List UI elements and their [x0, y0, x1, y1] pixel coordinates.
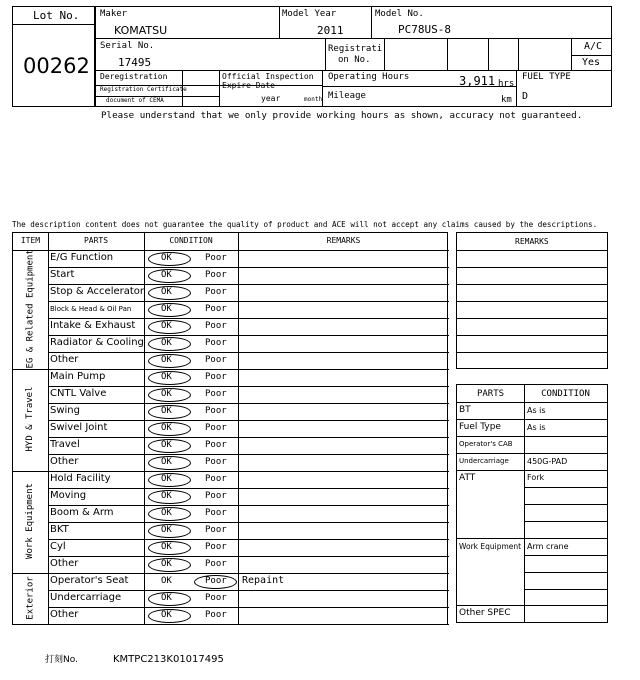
ok-selected-oval: [148, 371, 191, 385]
part-label: Swing: [50, 405, 80, 416]
condition-poor: Poor: [205, 304, 227, 314]
ok-selected-oval: [148, 524, 191, 538]
accuracy-notice: Please understand that we only provide working hours as shown, accuracy not guaranteed.: [101, 110, 583, 121]
part-label: Boom & Arm: [50, 507, 114, 518]
condition-poor: Poor: [205, 355, 227, 365]
condition-poor: Poor: [205, 440, 227, 450]
condition-poor: Poor: [205, 389, 227, 399]
disclaimer: The description content does not guarantee the quality of product and ACE will not accept any claims caused by the descriptions.: [12, 220, 598, 229]
parts-row-condition: Fork: [527, 473, 545, 482]
condition-poor: Poor: [205, 321, 227, 331]
condition-ok: OK: [161, 525, 172, 535]
condition-poor: Poor: [205, 338, 227, 348]
condition-ok: OK: [161, 508, 172, 518]
condition-ok: OK: [161, 355, 172, 365]
ok-selected-oval: [148, 303, 191, 317]
operating-hours-label: Operating Hours: [328, 72, 410, 82]
parts-row-label: BT: [459, 405, 471, 415]
part-label: E/G Function: [50, 252, 114, 263]
condition-poor: Poor: [205, 491, 227, 501]
part-label: Other: [50, 354, 79, 365]
part-label: Other: [50, 456, 79, 467]
condition-ok: OK: [161, 610, 172, 620]
condition-poor: Poor: [205, 542, 227, 552]
part-label: Other: [50, 609, 79, 620]
part-label: Start: [50, 269, 75, 280]
condition-ok: OK: [161, 423, 172, 433]
ok-selected-oval: [148, 337, 191, 351]
remarks-box-header: REMARKS: [515, 237, 549, 246]
lot-number: 00262: [23, 54, 90, 78]
ok-selected-oval: [148, 609, 191, 623]
part-label: CNTL Valve: [50, 388, 107, 399]
part-label: Stop & Accelerator: [50, 286, 145, 297]
lot-label: Lot No.: [33, 9, 80, 22]
condition-ok: OK: [161, 321, 172, 331]
model-no-label: Model No.: [375, 9, 424, 19]
ok-selected-oval: [148, 558, 191, 572]
ok-selected-oval: [148, 252, 191, 266]
condition-poor: Poor: [205, 559, 227, 569]
serial-value: 17495: [118, 56, 152, 69]
ac-value: Yes: [582, 57, 601, 68]
inspection-label-1: Official Inspection: [222, 72, 314, 81]
parts-header: PARTS: [476, 389, 505, 399]
maker-value: KOMATSU: [114, 24, 168, 37]
year-label: year: [261, 94, 281, 103]
part-label: Undercarriage: [50, 592, 122, 603]
ok-selected-oval: [148, 456, 191, 470]
inspection-label-2: Expire Date: [222, 81, 275, 90]
condition-ok: OK: [161, 474, 172, 484]
condition-ok: OK: [161, 406, 172, 416]
fuel-type-label: FUEL TYPE: [522, 72, 571, 82]
ok-selected-oval: [148, 507, 191, 521]
ok-selected-oval: [148, 388, 191, 402]
ac-label: A/C: [584, 41, 603, 52]
condition-poor: Poor: [205, 406, 227, 416]
model-year-label: Model Year: [282, 9, 337, 19]
fuel-type-value: D: [522, 91, 529, 102]
condition-ok: OK: [161, 338, 172, 348]
condition-poor: Poor: [205, 457, 227, 467]
part-label: Intake & Exhaust: [50, 320, 136, 331]
condition-poor: Poor: [205, 593, 227, 603]
ok-selected-oval: [148, 490, 191, 504]
condition-ok: OK: [161, 304, 172, 314]
condition-poor: Poor: [205, 508, 227, 518]
condition-ok: OK: [161, 593, 172, 603]
ok-selected-oval: [148, 439, 191, 453]
registration-cert-label: Registration Certificate: [100, 86, 187, 93]
header-parts: PARTS: [83, 236, 109, 245]
condition-poor: Poor: [205, 474, 227, 484]
group-label: HYD & Travel: [25, 386, 35, 452]
lot-box: [12, 6, 95, 107]
condition-ok: OK: [161, 491, 172, 501]
part-label: Swivel Joint: [50, 422, 108, 433]
parts-condition-table: [456, 384, 608, 623]
model-no-value: PC78US-8: [398, 23, 451, 36]
parts-row-condition: As is: [527, 423, 546, 432]
part-label: Other: [50, 558, 79, 569]
condition-ok: OK: [161, 372, 172, 382]
part-label: BKT: [50, 524, 69, 535]
ok-selected-oval: [148, 354, 191, 368]
condition-ok: OK: [161, 389, 172, 399]
condition-ok: OK: [161, 270, 172, 280]
group-label: Exterior: [25, 575, 35, 620]
condition-ok: OK: [161, 457, 172, 467]
ok-selected-oval: [148, 405, 191, 419]
part-label: Cyl: [50, 541, 66, 552]
hours-unit: hrs: [498, 79, 515, 89]
part-label: Main Pump: [50, 371, 106, 382]
ok-selected-oval: [148, 269, 191, 283]
part-label: Moving: [50, 490, 87, 501]
condition-poor: Poor: [205, 525, 227, 535]
cema-label: document of CEMA: [106, 97, 164, 104]
parts-row-condition: Arm crane: [527, 542, 569, 551]
condition-ok: OK: [161, 287, 172, 297]
mileage-label: Mileage: [328, 91, 366, 101]
group-label: Work Equipment: [25, 483, 35, 559]
poor-selected-oval: [194, 575, 237, 589]
parts-row-condition: As is: [527, 406, 546, 415]
stamp-label: 打刻No.: [45, 655, 78, 665]
hours-value: 3,911: [459, 74, 496, 88]
part-label: Operator's Seat: [50, 575, 129, 586]
maker-label: Maker: [100, 9, 128, 19]
remarks-box: [456, 232, 608, 369]
condition-poor: Poor: [205, 253, 227, 263]
condition-poor: Poor: [205, 372, 227, 382]
ok-selected-oval: [148, 592, 191, 606]
parts-row-label: Fuel Type: [459, 422, 501, 432]
header-item: ITEM: [20, 236, 41, 245]
month-label: month: [304, 96, 323, 103]
parts-row-label: Undercarriage: [459, 457, 509, 465]
parts-row-label: Operator's CAB: [459, 440, 513, 448]
header-condition: CONDITION: [169, 236, 213, 245]
parts-row-label: Work Equipment: [459, 542, 522, 551]
condition-poor: Poor: [205, 423, 227, 433]
condition-ok: OK: [161, 542, 172, 552]
condition-header: CONDITION: [541, 389, 590, 399]
ok-selected-oval: [148, 541, 191, 555]
ok-selected-oval: [148, 286, 191, 300]
condition-ok: OK: [161, 253, 172, 263]
registration-label-1: Registrati: [328, 44, 383, 54]
ok-selected-oval: [148, 320, 191, 334]
condition-poor: Poor: [205, 576, 227, 586]
condition-ok: OK: [161, 440, 172, 450]
parts-row-label: ATT: [459, 473, 476, 483]
registration-label-2: on No.: [338, 55, 371, 65]
km-unit: km: [501, 95, 512, 105]
condition-poor: Poor: [205, 610, 227, 620]
model-year-value: 2011: [317, 24, 344, 37]
parts-row-label: Other SPEC: [459, 608, 511, 618]
ok-selected-oval: [148, 473, 191, 487]
serial-label: Serial No.: [100, 41, 155, 51]
ok-selected-oval: [148, 422, 191, 436]
stamp-value: KMTPC213K01017495: [113, 654, 224, 665]
condition-ok: OK: [161, 559, 172, 569]
condition-poor: Poor: [205, 270, 227, 280]
header-remarks: REMARKS: [326, 236, 361, 245]
part-label: Hold Facility: [50, 473, 111, 484]
deregistration-label: Deregistration: [100, 72, 168, 81]
condition-poor: Poor: [205, 287, 227, 297]
part-label: Radiator & Cooling: [50, 337, 144, 348]
parts-row-condition: 450G-PAD: [527, 457, 568, 466]
part-label: Travel: [50, 439, 80, 450]
group-label: EG & Related Equipment: [25, 248, 35, 368]
vehicle-info-grid: [95, 6, 612, 107]
part-label: Block & Head & Oil Pan: [50, 305, 132, 313]
condition-ok: OK: [161, 576, 172, 586]
remark-text: Repaint: [242, 575, 285, 586]
